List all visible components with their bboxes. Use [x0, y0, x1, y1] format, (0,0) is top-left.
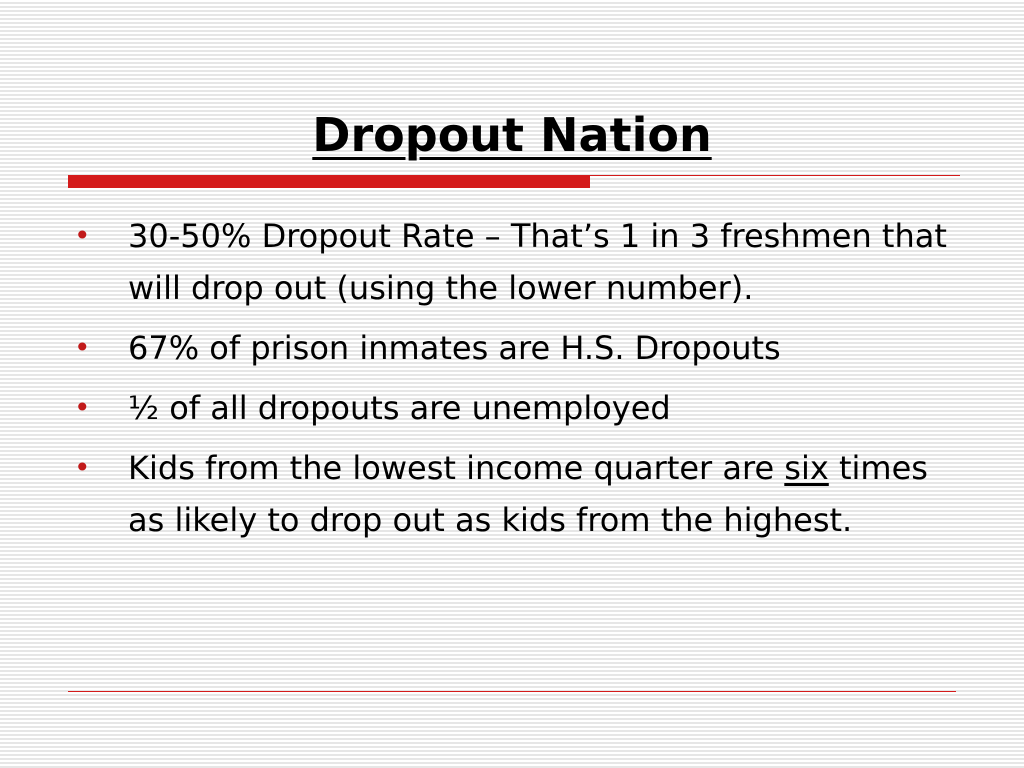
emphasis-word: six — [784, 449, 829, 487]
bullet-item — [74, 442, 974, 546]
bullet-item — [74, 322, 974, 374]
slide-title-text: Dropout Nation — [312, 108, 712, 162]
bullet-dot-icon: • — [74, 331, 91, 364]
bullet-item — [74, 382, 974, 434]
bullet-text-part: Kids from the lowest income quarter are — [128, 449, 785, 487]
bullet-text: 67% of prison inmates are H.S. Dropouts — [128, 329, 781, 367]
bullet-text-part: times as likely to drop out as kids from the highest. — [128, 449, 928, 539]
bullet-dot-icon: • — [74, 219, 91, 252]
bullet-list — [74, 210, 974, 554]
bullet-dot-icon: • — [74, 451, 91, 484]
slide-title — [0, 100, 1024, 170]
bullet-text — [128, 449, 928, 539]
title-accent-line — [590, 175, 960, 176]
bullet-dot-icon: • — [74, 391, 91, 424]
bullet-item — [74, 210, 974, 314]
bullet-text: ½ of all dropouts are unemployed — [128, 389, 671, 427]
footer-divider-line — [68, 691, 956, 692]
title-accent-bar — [68, 175, 590, 188]
bullet-text: 30-50% Dropout Rate – That’s 1 in 3 freshmen that will drop out (using the lower number). — [128, 217, 947, 307]
